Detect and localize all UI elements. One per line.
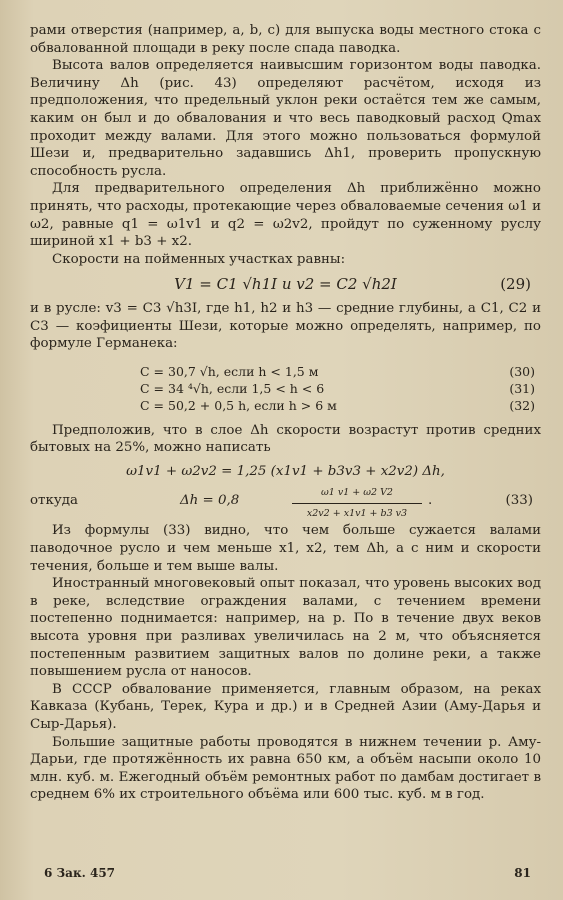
formula-33-numerator: ω1 v1 + ω2 V2 — [292, 484, 422, 504]
page-number: 81 — [514, 866, 531, 880]
paragraph-7: Из формулы (33) видно, что чем больше сужается валами паводочное русло и чем меньше x1, x2, тем Δh, а с ним и скорости течения, больше и тем выше валы. — [30, 523, 541, 574]
formula-33-number: (33) — [505, 493, 533, 509]
formula-33 — [30, 486, 541, 520]
paragraph-9: В СССР обвалование применяется, главным образом, на реках Кавказа (Кубань, Терек, Кура и др.) и в Средней Азии (Аму-Дарья и Сыр-Дарья). — [30, 681, 541, 732]
formula-33-lead: откуда — [30, 493, 78, 509]
formula-29-number: (29) — [500, 275, 531, 294]
formula-33-fraction — [292, 484, 422, 522]
formula-discharge-text: ω1v1 + ω2v2 = 1,25 (x1v1 + b3v3 + x2v2) Δh, — [126, 463, 445, 479]
formula-29-text: V1 = C1 √h1I и v2 = C2 √h2I — [174, 275, 397, 294]
paragraph-5: и в русле: v3 = C3 √h3I, где h1, h2 и h3 — средние глубины, а C1, C2 и C3 — коэфициенты Шези, которые можно определять, например, по формуле Германека: — [30, 300, 541, 352]
formula-31-number: (31) — [509, 380, 535, 396]
formula-33-lhs: Δh = 0,8 — [180, 493, 240, 509]
formula-33-tail: . — [428, 493, 433, 509]
footer-print-mark: 6 Зак. 457 — [44, 866, 116, 880]
formula-31-text: C = 34 ⁴√h, если 1,5 < h < 6 — [140, 380, 325, 396]
formula-32 — [30, 397, 541, 414]
formula-32-number: (32) — [509, 397, 535, 413]
formula-31 — [30, 380, 541, 397]
paragraph-8: Иностранный многовековый опыт показал, что уровень высоких вод в реке, вследствие ограждения валами, с течением времени постепенно поднимается: например, на р. По в течение двух веков высота уровня при разливах увеличилась на 2 м, что объясняется постепенным развитием защитных валов по долине реки, а также повышением русла от наносов. — [30, 576, 541, 680]
paragraph-4: Скорости на пойменных участках равны: — [52, 251, 346, 267]
paragraph-10: Большие защитные работы проводятся в нижнем течении р. Аму-Дарьи, где протяжённость их равна 650 км, а объём насыпи около 10 млн. куб. м. Ежегодный объём ремонтных работ по дамбам достигает в среднем 6% их строительного объёма или 600 тыс. куб. м в год. — [30, 734, 541, 803]
paragraph-2: Высота валов определяется наивысшим горизонтом воды паводка. Величину Δh (рис. 43) определяют расчётом, исходя из предположения, что предельный уклон реки остаётся тем же самым, каким он был и до обвалования и что весь паводковый расход Qmax проходит между валами. Для этого можно пользоваться формулой Шези и, предварительно задавшись Δh1, проверить пропускную способность русла. — [30, 58, 541, 179]
paragraph-6: Предположив, что в слое Δh скорости возрастут против средних бытовых на 25%, можно написать — [30, 422, 541, 456]
formula-32-text: C = 50,2 + 0,5 h, если h > 6 м — [140, 397, 337, 413]
body-text — [30, 22, 541, 804]
formula-30-number: (30) — [509, 363, 535, 379]
formula-discharge — [30, 463, 541, 481]
formula-30 — [30, 363, 541, 380]
formula-30-text: C = 30,7 √h, если h < 1,5 м — [140, 363, 319, 379]
formula-33-denominator: x2v2 + x1v1 + b3 v3 — [306, 508, 408, 520]
formula-group-germanek — [30, 363, 541, 414]
paragraph-3: Для предварительного определения Δh приближённо можно принять, что расходы, протекающие через обваловаемые сечения ω1 и ω2, равные q1 = ω1v1 и q2 = ω2v2, пройдут по суженному руслу шириной x1 + b3 + x2. — [30, 181, 541, 250]
formula-29 — [30, 276, 541, 294]
paragraph-1: рами отверстия (например, a, b, c) для выпуска воды местного стока с обвалованной площади в реку после спада паводка. — [30, 23, 541, 56]
